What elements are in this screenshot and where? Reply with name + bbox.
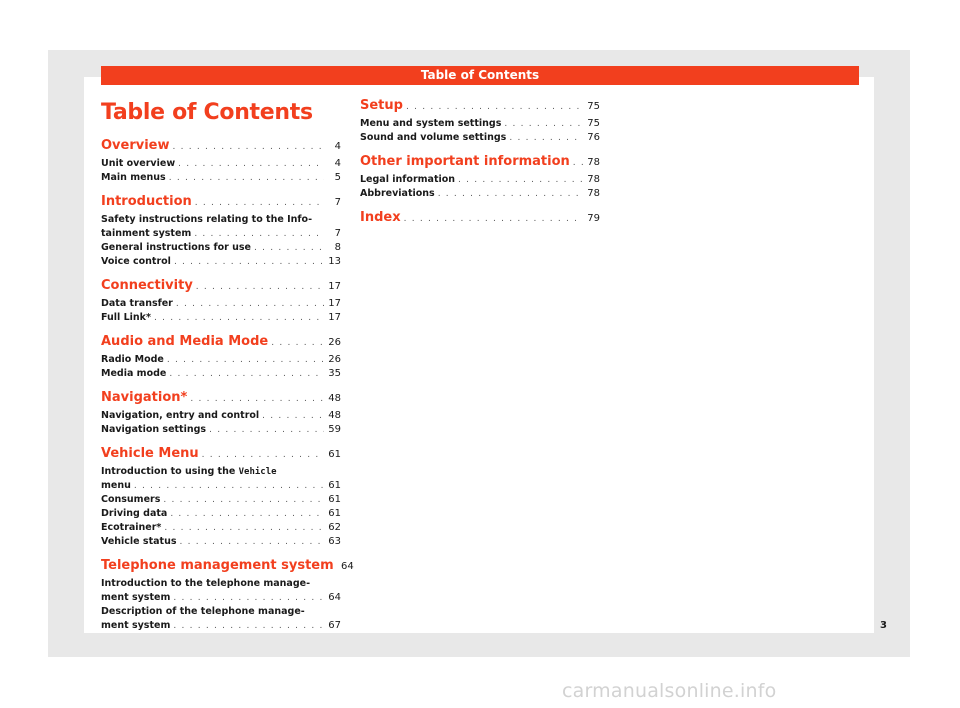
leader-dots xyxy=(262,409,324,423)
entry-title: Full Link* xyxy=(101,312,151,323)
leader-dots xyxy=(271,335,324,351)
chapter-page: 26 xyxy=(328,337,341,348)
entry-title-part: Introduction to the telephone manage- xyxy=(101,578,311,589)
leader-dots xyxy=(190,391,324,407)
toc-entry[interactable] xyxy=(101,297,341,311)
entry-page: 61 xyxy=(328,508,341,519)
entry-page: 75 xyxy=(587,118,600,129)
toc-entry-line xyxy=(101,577,341,591)
watermark-text: carmanualsonline.info xyxy=(562,680,777,702)
toc-entry[interactable] xyxy=(101,367,341,381)
entry-title: Consumers xyxy=(101,494,161,505)
toc-chapter-setup[interactable] xyxy=(360,98,600,115)
entry-page: 64 xyxy=(328,592,341,603)
chapter-page: 78 xyxy=(587,157,600,168)
entry-title: Driving data xyxy=(101,508,168,519)
entry-page: 17 xyxy=(328,298,341,309)
leader-dots xyxy=(180,535,325,549)
chapter-page: 64 xyxy=(340,561,354,572)
entry-page: 13 xyxy=(328,256,341,267)
leader-dots xyxy=(169,367,324,381)
entry-page: 26 xyxy=(328,354,341,365)
leader-dots xyxy=(209,423,324,437)
leader-dots xyxy=(167,353,324,367)
toc-entry[interactable] xyxy=(101,227,341,241)
entry-title: Voice control xyxy=(101,256,171,267)
entry-title-part: ment system xyxy=(101,592,171,603)
chapter-title: Connectivity xyxy=(101,278,193,293)
chapter-title: Overview xyxy=(101,138,170,153)
entry-page: 48 xyxy=(328,410,341,421)
entry-title-part: Safety instructions relating to the Info- xyxy=(101,214,313,225)
toc-entry[interactable] xyxy=(101,535,341,549)
toc-entry[interactable] xyxy=(360,131,600,145)
entry-page: 5 xyxy=(334,172,341,183)
toc-entry[interactable] xyxy=(101,409,341,423)
entry-title: Main menus xyxy=(101,172,166,183)
entry-title-part: menu xyxy=(101,480,131,491)
entry-page: 78 xyxy=(587,174,600,185)
leader-dots xyxy=(154,311,324,325)
leader-dots xyxy=(173,591,324,605)
chapter-page: 48 xyxy=(328,393,341,404)
toc-entry[interactable] xyxy=(101,171,341,185)
leader-dots xyxy=(169,171,324,185)
toc-entry[interactable] xyxy=(101,157,341,171)
leader-dots xyxy=(194,227,324,241)
toc-entry[interactable] xyxy=(360,187,600,201)
entry-page: 67 xyxy=(328,620,341,631)
toc-entry-line xyxy=(101,213,341,227)
chapter-page: 75 xyxy=(587,101,600,112)
leader-dots xyxy=(504,117,583,131)
toc-left-column xyxy=(101,138,354,642)
chapter-title: Setup xyxy=(360,98,403,113)
leader-dots xyxy=(173,619,324,633)
toc-chapter-index[interactable] xyxy=(360,210,600,227)
toc-entry[interactable] xyxy=(101,353,341,367)
toc-chapter-introduction[interactable] xyxy=(101,194,341,211)
entry-page: 63 xyxy=(328,536,341,547)
entry-page: 7 xyxy=(334,228,341,239)
leader-dots xyxy=(254,241,324,255)
entry-title-part: Introduction to using the xyxy=(101,466,239,477)
toc-entry[interactable] xyxy=(101,255,341,269)
entry-page: 76 xyxy=(587,132,600,143)
toc-entry[interactable] xyxy=(101,619,341,633)
toc-section-audio-and-media-mode xyxy=(101,334,341,381)
header-bar: Table of Contents xyxy=(101,66,859,85)
entry-title: Data transfer xyxy=(101,298,173,309)
chapter-title: Telephone management system xyxy=(101,558,334,573)
entry-page: 62 xyxy=(328,522,341,533)
toc-entry[interactable] xyxy=(360,117,600,131)
entry-title: Ecotrainer* xyxy=(101,522,162,533)
entry-title: Legal information xyxy=(360,174,456,185)
chapter-page: 4 xyxy=(334,141,341,152)
toc-entry[interactable] xyxy=(101,591,341,605)
leader-dots xyxy=(164,521,324,535)
chapter-title: Audio and Media Mode xyxy=(101,334,269,349)
toc-entry[interactable] xyxy=(101,507,341,521)
leader-dots xyxy=(170,507,324,521)
entry-title-part: ment system xyxy=(101,620,171,631)
toc-entry[interactable] xyxy=(101,493,341,507)
entry-title: Navigation settings xyxy=(101,424,207,435)
chapter-page: 61 xyxy=(328,449,341,460)
toc-chapter-other-important-information[interactable] xyxy=(360,154,600,171)
entry-page: 8 xyxy=(334,242,341,253)
page-number: 3 xyxy=(880,620,887,631)
toc-entry[interactable] xyxy=(101,423,341,437)
toc-entry[interactable] xyxy=(360,173,600,187)
chapter-title: Navigation* xyxy=(101,390,188,405)
toc-chapter-overview[interactable] xyxy=(101,138,341,155)
leader-dots xyxy=(202,447,324,463)
toc-right-column xyxy=(360,98,600,238)
chapter-title: Introduction xyxy=(101,194,192,209)
toc-chapter-connectivity[interactable] xyxy=(101,278,341,295)
leader-dots xyxy=(509,131,583,145)
entry-page: 61 xyxy=(328,480,341,491)
leader-dots xyxy=(196,279,324,295)
toc-section-connectivity xyxy=(101,278,341,325)
chapter-title: Index xyxy=(360,210,401,225)
leader-dots xyxy=(163,493,324,507)
toc-chapter-vehicle-menu[interactable] xyxy=(101,446,341,463)
toc-chapter-navigation[interactable] xyxy=(101,390,341,407)
leader-dots xyxy=(174,255,324,269)
entry-title: Abbreviations xyxy=(360,188,435,199)
toc-section-overview xyxy=(101,138,341,185)
entry-page: 61 xyxy=(328,494,341,505)
entry-page: 17 xyxy=(328,312,341,323)
entry-title: Unit overview xyxy=(101,158,176,169)
toc-chapter-telephone-management-system[interactable] xyxy=(101,558,354,575)
entry-title: Menu and system settings xyxy=(360,118,502,129)
leader-dots xyxy=(438,187,583,201)
toc-section-telephone-management-system xyxy=(101,558,354,633)
toc-entry[interactable] xyxy=(101,521,341,535)
leader-dots xyxy=(195,195,324,211)
toc-entry[interactable] xyxy=(101,311,341,325)
toc-entry[interactable] xyxy=(101,241,341,255)
entry-title: Navigation, entry and control xyxy=(101,410,260,421)
entry-title: Media mode xyxy=(101,368,167,379)
entry-title: Vehicle status xyxy=(101,536,177,547)
toc-entry[interactable] xyxy=(101,479,341,493)
entry-title: Radio Mode xyxy=(101,354,164,365)
chapter-title: Vehicle Menu xyxy=(101,446,199,461)
toc-chapter-audio-and-media-mode[interactable] xyxy=(101,334,341,351)
entry-title: General instructions for use xyxy=(101,242,251,253)
entry-title: Sound and volume settings xyxy=(360,132,507,143)
entry-title-mono: Vehicle xyxy=(238,467,277,477)
entry-page: 35 xyxy=(328,368,341,379)
leader-dots xyxy=(404,211,583,227)
chapter-page: 79 xyxy=(587,213,600,224)
leader-dots xyxy=(134,479,324,493)
leader-dots xyxy=(406,99,583,115)
chapter-page: 17 xyxy=(328,281,341,292)
toc-section-index xyxy=(360,210,600,229)
chapter-title: Other important information xyxy=(360,154,570,169)
toc-section-setup xyxy=(360,98,600,145)
entry-page: 78 xyxy=(587,188,600,199)
leader-dots xyxy=(458,173,583,187)
leader-dots xyxy=(178,157,324,171)
entry-title-part: Description of the telephone manage- xyxy=(101,606,305,617)
toc-section-introduction xyxy=(101,194,341,269)
leader-dots xyxy=(176,297,324,311)
page-title: Table of Contents xyxy=(101,100,313,125)
entry-title-part: tainment system xyxy=(101,228,192,239)
entry-page: 4 xyxy=(334,158,341,169)
toc-section-navigation xyxy=(101,390,341,437)
toc-entry-line xyxy=(101,605,341,619)
toc-section-vehicle-menu xyxy=(101,446,341,549)
toc-entry-line xyxy=(101,465,341,479)
chapter-page: 7 xyxy=(334,197,341,208)
leader-dots xyxy=(573,155,583,171)
toc-section-other-important-information xyxy=(360,154,600,201)
entry-page: 59 xyxy=(328,424,341,435)
leader-dots xyxy=(173,139,324,155)
